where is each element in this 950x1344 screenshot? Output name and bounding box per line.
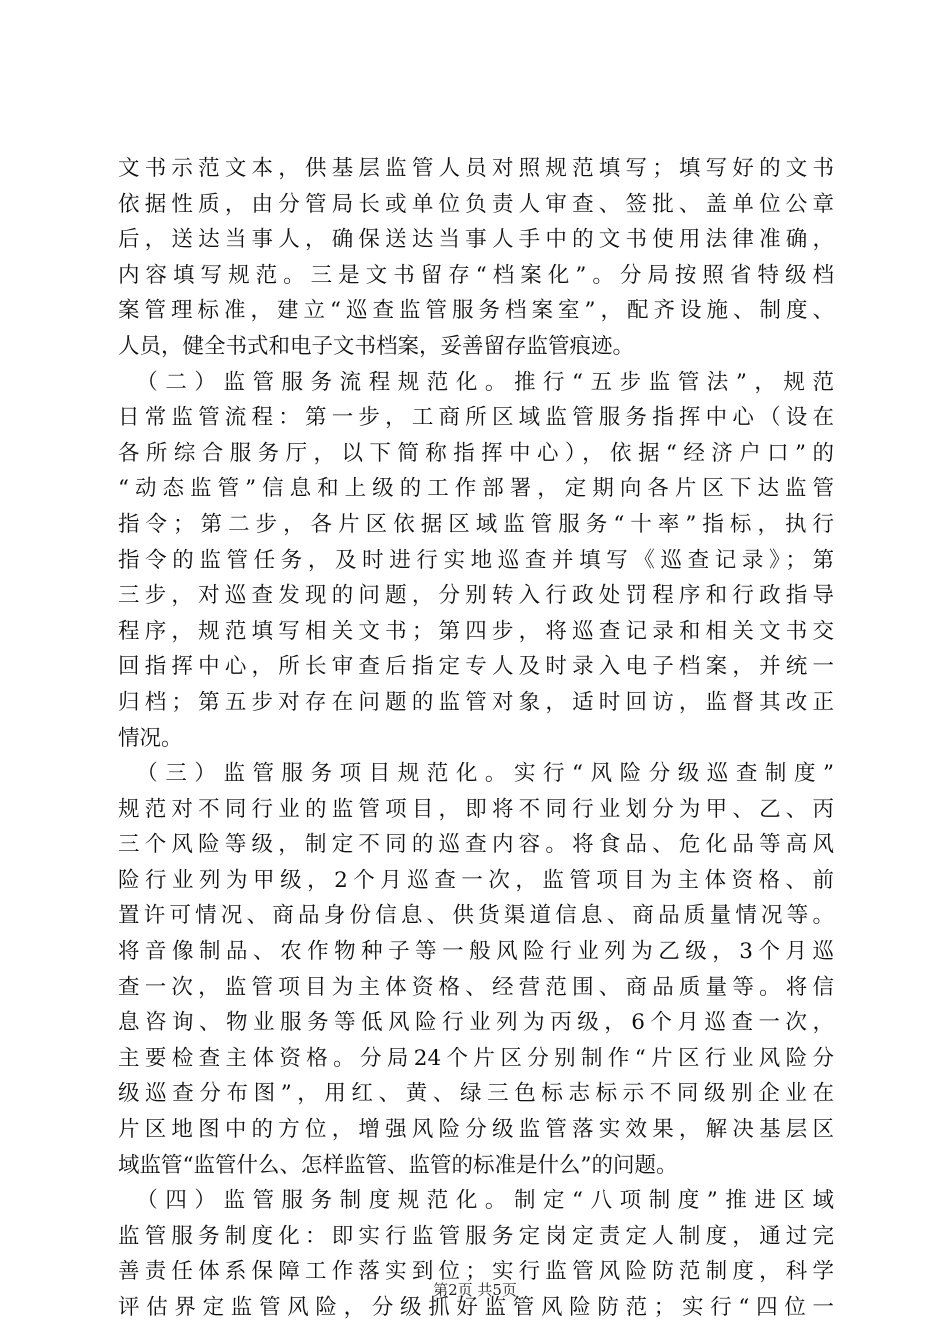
text-line: 主要检查主体资格。分局24个片区分别制作“片区行业风险分 (118, 1045, 834, 1071)
text-line: 归档；第五步对存在问题的监管对象，适时回访，监督其改正 (118, 689, 834, 715)
text-line: （二）监管服务流程规范化。推行“五步监管法”，规范 (118, 369, 834, 395)
text-line: 域监管“监管什么、怎样监管、监管的标准是什么”的问题。 (118, 1152, 678, 1178)
text-line: 指令的监管任务，及时进行实地巡查并填写《巡查记录》；第 (118, 547, 834, 573)
text-line: 险行业列为甲级，2个月巡查一次，监管项目为主体资格、前 (118, 867, 834, 893)
text-line: 日常监管流程：第一步，工商所区域监管服务指挥中心（设在 (118, 405, 834, 431)
text-line: 案管理标准，建立“巡查监管服务档案室”，配齐设施、制度、 (118, 298, 834, 324)
text-line: 指令；第二步，各片区依据区域监管服务“十率”指标，执行 (118, 511, 834, 537)
text-line: “动态监管”信息和上级的工作部署，定期向各片区下达监管 (118, 476, 834, 502)
text-line: 片区地图中的方位，增强风险分级监管落实效果，解决基层区 (118, 1117, 834, 1143)
text-line: 置许可情况、商品身份信息、供货渠道信息、商品质量情况等。 (118, 903, 834, 929)
text-line: 依据性质，由分管局长或单位负责人审查、签批、盖单位公章 (118, 191, 834, 217)
text-line: 评估界定监管风险，分级抓好监管风险防范；实行“四位一 (118, 1295, 834, 1320)
text-line: 三个风险等级，制定不同的巡查内容。将食品、危化品等高风 (118, 832, 834, 858)
text-line: 文书示范文本，供基层监管人员对照规范填写；填写好的文书 (118, 156, 834, 181)
text-line: 将音像制品、农作物种子等一般风险行业列为乙级，3个月巡 (118, 939, 834, 965)
text-line: 后，送达当事人，确保送达当事人手中的文书使用法律准确， (118, 227, 834, 253)
text-line: 程序，规范填写相关文书；第四步，将巡查记录和相关文书交 (118, 618, 834, 644)
text-line: 三步，对巡查发现的问题，分别转入行政处罚程序和行政指导 (118, 583, 834, 609)
page-footer: 第2页 共5页 (433, 1281, 517, 1299)
text-line: 内容填写规范。三是文书留存“档案化”。分局按照省特级档 (118, 262, 834, 288)
text-line: 监管服务制度化：即实行监管服务定岗定责定人制度，通过完 (118, 1223, 834, 1249)
text-line: （四）监管服务制度规范化。制定“八项制度”推进区域 (118, 1188, 834, 1214)
text-line: 规范对不同行业的监管项目，即将不同行业划分为甲、乙、丙 (118, 796, 834, 822)
text-line: 各所综合服务厅，以下简称指挥中心），依据“经济户口”的 (118, 440, 834, 466)
text-line: （三）监管服务项目规范化。实行“风险分级巡查制度” (118, 761, 834, 787)
text-line: 人员，健全书式和电子文书档案，妥善留存监管痕迹。 (118, 333, 635, 359)
body-text (118, 151, 834, 1326)
text-line: 善责任体系保障工作落实到位；实行监管风险防范制度，科学 (118, 1259, 834, 1285)
text-line: 息咨询、物业服务等低风险行业列为丙级，6个月巡查一次， (118, 1010, 834, 1036)
text-line: 查一次，监管项目为主体资格、经营范围、商品质量等。将信 (118, 974, 834, 1000)
text-line: 级巡查分布图”，用红、黄、绿三色标志标示不同级别企业在 (118, 1081, 834, 1107)
text-line: 回指挥中心，所长审查后指定专人及时录入电子档案，并统一 (118, 654, 834, 680)
text-line: 情况。 (118, 725, 183, 751)
